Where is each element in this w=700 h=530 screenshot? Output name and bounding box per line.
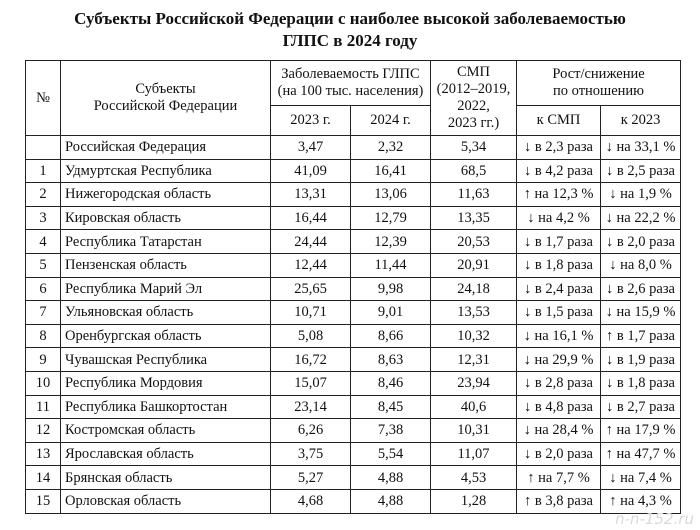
row-vs-2023: ↓ на 8,0 %: [601, 253, 681, 277]
row-vs-smp: ↑ в 3,8 раза: [517, 489, 601, 513]
row-2023: 23,14: [271, 395, 351, 419]
row-smp: 24,18: [431, 277, 517, 301]
row-name: Чувашская Республика: [61, 348, 271, 372]
row-vs-smp: ↑ на 7,7 %: [517, 466, 601, 490]
table-row: [26, 230, 681, 254]
table-row: [26, 253, 681, 277]
row-name: Республика Башкортостан: [61, 395, 271, 419]
header-2023: 2023 г.: [271, 106, 351, 136]
total-vs-smp: ↓ в 2,3 раза: [517, 136, 601, 160]
row-name: Республика Марий Эл: [61, 277, 271, 301]
header-incidence: Заболеваемость ГЛПС (на 100 тыс. населения): [271, 61, 431, 106]
row-vs-2023: ↑ в 1,7 раза: [601, 324, 681, 348]
row-2024: 8,45: [351, 395, 431, 419]
row-2024: 8,46: [351, 371, 431, 395]
row-name: Пензенская область: [61, 253, 271, 277]
row-number: 2: [26, 183, 61, 207]
header-vs-smp: к СМП: [517, 106, 601, 136]
row-vs-smp: ↓ в 1,8 раза: [517, 253, 601, 277]
table-row: [26, 324, 681, 348]
row-vs-2023: ↓ в 2,0 раза: [601, 230, 681, 254]
total-2024: 2,32: [351, 136, 431, 160]
header-growth: Рост/снижение по отношению: [517, 61, 681, 106]
row-2024: 4,88: [351, 466, 431, 490]
row-2023: 16,44: [271, 206, 351, 230]
incidence-table: [25, 60, 681, 514]
row-smp: 10,31: [431, 419, 517, 443]
row-smp: 4,53: [431, 466, 517, 490]
row-vs-smp: ↓ в 2,0 раза: [517, 442, 601, 466]
row-smp: 12,31: [431, 348, 517, 372]
row-2023: 4,68: [271, 489, 351, 513]
row-vs-smp: ↓ на 4,2 %: [517, 206, 601, 230]
row-2023: 10,71: [271, 301, 351, 325]
row-2024: 8,66: [351, 324, 431, 348]
table-row: [26, 371, 681, 395]
row-vs-smp: ↓ на 29,9 %: [517, 348, 601, 372]
row-name: Кировская область: [61, 206, 271, 230]
row-smp: 68,5: [431, 159, 517, 183]
header-subject: Субъекты Российской Федерации: [61, 61, 271, 136]
row-name: Брянская область: [61, 466, 271, 490]
row-number: 10: [26, 371, 61, 395]
row-vs-2023: ↓ в 2,6 раза: [601, 277, 681, 301]
row-name: Ярославская область: [61, 442, 271, 466]
row-vs-2023: ↑ на 47,7 %: [601, 442, 681, 466]
row-vs-2023: ↓ на 1,9 %: [601, 183, 681, 207]
table-row: [26, 206, 681, 230]
row-2023: 3,75: [271, 442, 351, 466]
total-smp: 5,34: [431, 136, 517, 160]
row-smp: 20,91: [431, 253, 517, 277]
row-2024: 11,44: [351, 253, 431, 277]
row-vs-smp: ↓ в 4,2 раза: [517, 159, 601, 183]
table-row: [26, 395, 681, 419]
row-2024: 9,01: [351, 301, 431, 325]
row-number: 3: [26, 206, 61, 230]
row-2024: 8,63: [351, 348, 431, 372]
row-2023: 5,27: [271, 466, 351, 490]
row-smp: 11,63: [431, 183, 517, 207]
row-number: 11: [26, 395, 61, 419]
row-vs-2023: ↓ на 22,2 %: [601, 206, 681, 230]
row-smp: 13,53: [431, 301, 517, 325]
row-number: 14: [26, 466, 61, 490]
table-row: [26, 301, 681, 325]
row-2023: 41,09: [271, 159, 351, 183]
table-row: [26, 277, 681, 301]
row-name: Оренбургская область: [61, 324, 271, 348]
row-number: 13: [26, 442, 61, 466]
total-vs-2023: ↓ на 33,1 %: [601, 136, 681, 160]
row-name: Нижегородская область: [61, 183, 271, 207]
title-line-1: Субъекты Российской Федерации с наиболее высокой заболеваемостью: [74, 9, 626, 28]
header-2024: 2024 г.: [351, 106, 431, 136]
header-num: №: [26, 61, 61, 136]
row-2023: 25,65: [271, 277, 351, 301]
row-2023: 6,26: [271, 419, 351, 443]
row-name: Республика Мордовия: [61, 371, 271, 395]
row-name: Республика Татарстан: [61, 230, 271, 254]
total-name: Российская Федерация: [61, 136, 271, 160]
row-number: 7: [26, 301, 61, 325]
header-smp: СМП (2012–2019, 2022, 2023 гг.): [431, 61, 517, 136]
row-number: 5: [26, 253, 61, 277]
row-2024: 12,39: [351, 230, 431, 254]
row-smp: 23,94: [431, 371, 517, 395]
row-number: 15: [26, 489, 61, 513]
row-2024: 9,98: [351, 277, 431, 301]
row-smp: 13,35: [431, 206, 517, 230]
row-2024: 13,06: [351, 183, 431, 207]
row-vs-2023: ↑ на 4,3 %: [601, 489, 681, 513]
row-smp: 20,53: [431, 230, 517, 254]
row-number: 6: [26, 277, 61, 301]
row-2024: 7,38: [351, 419, 431, 443]
row-smp: 40,6: [431, 395, 517, 419]
total-row: [26, 136, 681, 160]
total-2023: 3,47: [271, 136, 351, 160]
table-row: [26, 442, 681, 466]
row-vs-smp: ↓ в 1,5 раза: [517, 301, 601, 325]
row-name: Костромская область: [61, 419, 271, 443]
row-smp: 1,28: [431, 489, 517, 513]
table-row: [26, 419, 681, 443]
row-vs-2023: ↓ в 2,7 раза: [601, 395, 681, 419]
table-row: [26, 183, 681, 207]
row-vs-smp: ↓ в 1,7 раза: [517, 230, 601, 254]
watermark: n-n-152.ru: [615, 510, 694, 528]
row-number: 1: [26, 159, 61, 183]
row-2024: 5,54: [351, 442, 431, 466]
row-2023: 15,07: [271, 371, 351, 395]
row-name: Орловская область: [61, 489, 271, 513]
row-2023: 16,72: [271, 348, 351, 372]
title-line-2: ГЛПС в 2024 году: [282, 31, 418, 50]
row-vs-2023: ↓ на 7,4 %: [601, 466, 681, 490]
row-smp: 10,32: [431, 324, 517, 348]
row-number: 4: [26, 230, 61, 254]
row-2024: 16,41: [351, 159, 431, 183]
table-row: [26, 466, 681, 490]
row-vs-smp: ↑ на 12,3 %: [517, 183, 601, 207]
row-vs-smp: ↓ в 2,4 раза: [517, 277, 601, 301]
table-row: [26, 348, 681, 372]
row-2023: 24,44: [271, 230, 351, 254]
row-number: 12: [26, 419, 61, 443]
row-name: Ульяновская область: [61, 301, 271, 325]
table-row: [26, 159, 681, 183]
row-2023: 12,44: [271, 253, 351, 277]
row-vs-2023: ↑ на 17,9 %: [601, 419, 681, 443]
header-vs-2023: к 2023: [601, 106, 681, 136]
row-vs-2023: ↓ в 2,5 раза: [601, 159, 681, 183]
row-2023: 5,08: [271, 324, 351, 348]
document-title: [0, 8, 700, 52]
row-2024: 4,88: [351, 489, 431, 513]
row-smp: 11,07: [431, 442, 517, 466]
row-vs-2023: ↓ в 1,9 раза: [601, 348, 681, 372]
row-vs-smp: ↓ в 4,8 раза: [517, 395, 601, 419]
row-number: 9: [26, 348, 61, 372]
row-name: Удмуртская Республика: [61, 159, 271, 183]
row-vs-smp: ↓ на 28,4 %: [517, 419, 601, 443]
row-vs-smp: ↓ в 2,8 раза: [517, 371, 601, 395]
row-number: 8: [26, 324, 61, 348]
row-2024: 12,79: [351, 206, 431, 230]
table-row: [26, 489, 681, 513]
row-2023: 13,31: [271, 183, 351, 207]
row-vs-2023: ↓ на 15,9 %: [601, 301, 681, 325]
row-vs-2023: ↓ в 1,8 раза: [601, 371, 681, 395]
row-vs-smp: ↓ на 16,1 %: [517, 324, 601, 348]
